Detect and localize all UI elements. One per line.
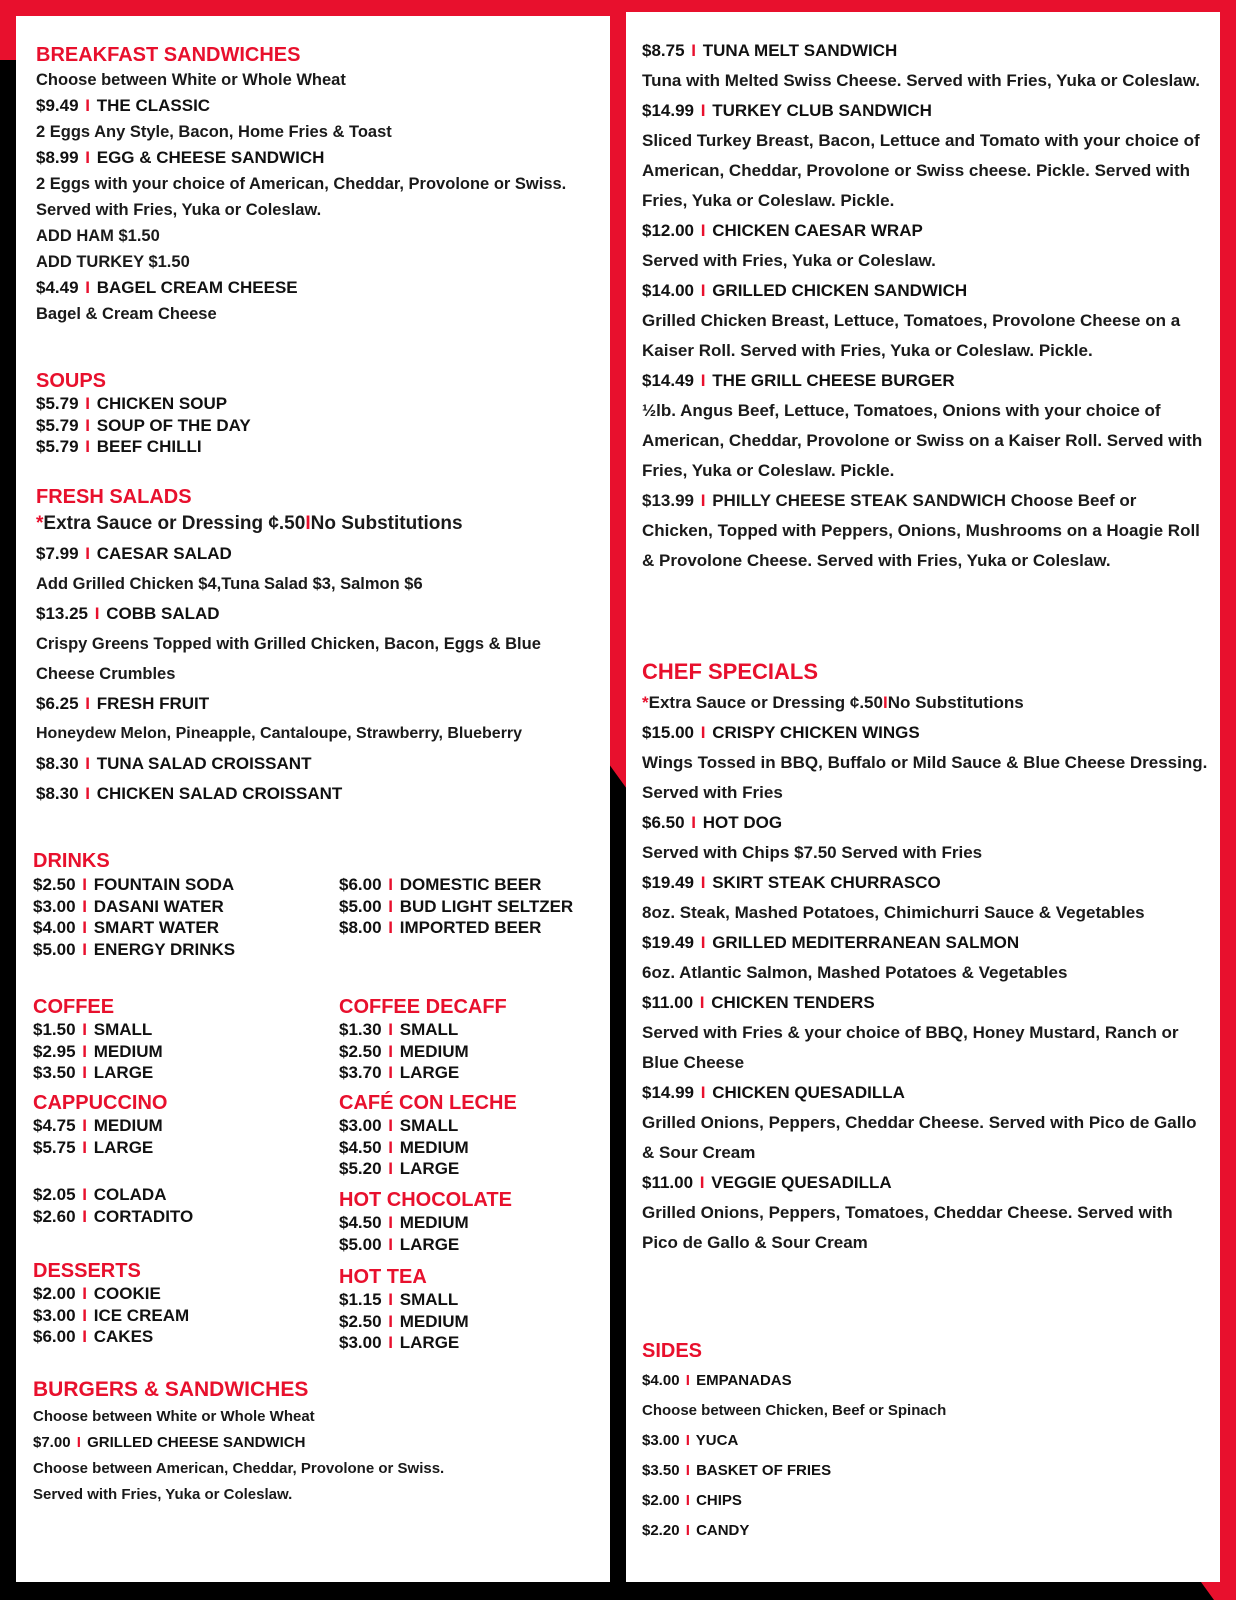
item-desc: Choose between American, Cheddar, Provolone or Swiss. [33, 1460, 445, 1477]
menu-item: $11.00 I CHICKEN TENDERS [642, 993, 875, 1012]
note: *Extra Sauce or Dressing ¢.50INo Substitutions [36, 513, 463, 534]
item-desc: 2 Eggs Any Style, Bacon, Home Fries & Toast [36, 123, 392, 141]
section-title: DRINKS [33, 850, 110, 872]
section-title: BREAKFAST SANDWICHES [36, 44, 301, 66]
sides-section [642, 1336, 1208, 1546]
hot-chocolate-section [339, 1189, 599, 1255]
section-title: COFFEE [33, 996, 115, 1018]
item-desc: Honeydew Melon, Pineapple, Cantaloupe, Strawberry, Blueberry [36, 725, 523, 742]
menu-item: $3.00 I ICE CREAM [33, 1305, 190, 1325]
menu-item: $7.99 I CAESAR SALAD [36, 544, 232, 563]
item-desc: 6oz. Atlantic Salmon, Mashed Potatoes & Vegetables [642, 963, 1068, 982]
menu-item: $4.50 I MEDIUM [339, 1213, 469, 1232]
item-desc: 8oz. Steak, Mashed Potatoes, Chimichurri Sauce & Vegetables [642, 903, 1145, 922]
menu-item: $2.50 I MEDIUM [339, 1311, 469, 1331]
breakfast-section [36, 44, 596, 327]
desserts-section [33, 1260, 313, 1348]
item-desc: Grilled Onions, Peppers, Tomatoes, Cheddar Cheese. Served with Pico de Gallo & Sour Cream [642, 1203, 1173, 1252]
menu-item: $5.00 I BUD LIGHT SELTZER [339, 896, 574, 916]
menu-item: $4.50 I MEDIUM [339, 1137, 469, 1157]
item-desc: Sliced Turkey Breast, Bacon, Lettuce and Tomato with your choice of American, Cheddar, Provolone or Swiss cheese. Pickle. Served with Fries, Yuka or Coleslaw. Pickle. [642, 131, 1200, 210]
section-title: SOUPS [36, 370, 107, 392]
menu-item: $2.95 I MEDIUM [33, 1041, 163, 1061]
note: *Extra Sauce or Dressing ¢.50INo Substitutions [642, 693, 1024, 712]
section-title: HOT TEA [339, 1266, 427, 1288]
menu-item: $5.79 I BEEF CHILLI [36, 437, 202, 456]
addon: ADD TURKEY $1.50 [36, 253, 190, 271]
menu-item: $5.79 I SOUP OF THE DAY [36, 415, 251, 435]
menu-item: $4.00 I SMART WATER [33, 918, 220, 937]
section-title: COFFEE DECAFF [339, 996, 507, 1018]
decaf-section [339, 996, 599, 1084]
menu-item: $3.00 I YUCA [642, 1432, 739, 1449]
note: Choose between White or Whole Wheat [36, 71, 346, 89]
section-title: BURGERS & SANDWICHES [33, 1378, 309, 1401]
menu-item: $13.25 I COBB SALAD [36, 604, 220, 623]
sandwiches-section [642, 36, 1208, 576]
menu-item: $2.00 I CHIPS [642, 1492, 742, 1509]
item-desc: Served with Fries, Yuka or Coleslaw. [33, 1486, 293, 1503]
item-desc: 2 Eggs with your choice of American, Cheddar, Provolone or Swiss. Served with Fries, Yuka or Coleslaw. [36, 175, 567, 219]
section-title: SIDES [642, 1340, 703, 1362]
item-desc: Wings Tossed in BBQ, Buffalo or Mild Sauce & Blue Cheese Dressing. Served with Fries [642, 753, 1208, 802]
menu-item: $8.75 I TUNA MELT SANDWICH [642, 41, 898, 60]
menu-item: $9.49 I THE CLASSIC [36, 96, 211, 115]
menu-item: $8.30 I CHICKEN SALAD CROISSANT [36, 784, 343, 803]
section-title: HOT CHOCOLATE [339, 1189, 512, 1211]
item-desc: Bagel & Cream Cheese [36, 305, 217, 323]
menu-item: $7.00 I GRILLED CHEESE SANDWICH [33, 1434, 306, 1451]
section-title: CAFÉ CON LECHE [339, 1092, 517, 1114]
item-desc: Choose between Chicken, Beef or Spinach [642, 1402, 947, 1419]
soups-section [36, 370, 596, 458]
section-title: CHEF SPECIALS [642, 659, 819, 684]
section-title: FRESH SALADS [36, 486, 192, 508]
chef-specials-section [642, 656, 1208, 1258]
menu-item: $1.50 I SMALL [33, 1020, 153, 1039]
menu-item: $6.00 I DOMESTIC BEER [339, 875, 542, 894]
menu-item: $15.00 I CRISPY CHICKEN WINGS [642, 723, 920, 742]
right-menu-panel [626, 12, 1220, 1582]
left-menu-panel [16, 16, 610, 1582]
item-desc: Grilled Chicken Breast, Lettuce, Tomatoes, Provolone Cheese on a Kaiser Roll. Served with Fries, Yuka or Coleslaw. Pickle. [642, 311, 1181, 360]
menu-item: $2.60 I CORTADITO [33, 1206, 194, 1226]
addon: ADD HAM $1.50 [36, 227, 160, 245]
menu-item: $3.50 I BASKET OF FRIES [642, 1462, 832, 1479]
cappuccino-section [33, 1092, 313, 1158]
menu-item: $3.50 I LARGE [33, 1063, 154, 1082]
con-leche-section [339, 1092, 599, 1180]
burgers-section [33, 1376, 593, 1508]
menu-item: $5.75 I LARGE [33, 1137, 154, 1157]
menu-item: $14.99 I CHICKEN QUESADILLA [642, 1083, 905, 1102]
item-desc: Grilled Onions, Peppers, Cheddar Cheese. Served with Pico de Gallo & Sour Cream [642, 1113, 1197, 1162]
menu-item: $2.50 I FOUNTAIN SODA [33, 875, 235, 894]
menu-item: $5.20 I LARGE [339, 1159, 460, 1178]
item-desc: Served with Chips $7.50 Served with Fries [642, 843, 983, 862]
menu-item: $5.79 I CHICKEN SOUP [36, 394, 228, 413]
menu-item: $12.00 I CHICKEN CAESAR WRAP [642, 221, 923, 240]
menu-item: $4.49 I BAGEL CREAM CHEESE [36, 278, 298, 297]
menu-item: $8.99 I EGG & CHEESE SANDWICH [36, 148, 325, 167]
menu-item: $3.00 I DASANI WATER [33, 896, 224, 916]
menu-item: $6.00 I CAKES [33, 1327, 154, 1346]
menu-item: $6.50 I HOT DOG [642, 813, 783, 832]
menu-item: $14.49 I THE GRILL CHEESE BURGER [642, 371, 955, 390]
menu-item: $4.00 I EMPANADAS [642, 1372, 792, 1389]
menu-item: $8.00 I IMPORTED BEER [339, 918, 542, 937]
item-desc: Served with Fries, Yuka or Coleslaw. [642, 251, 936, 270]
philly-item: $13.99 I PHILLY CHEESE STEAK SANDWICH Choose Beef or Chicken, Topped with Peppers, Onions, Mushrooms on a Hoagie Roll & Provolone Cheese. Served with Fries, Yuka or Coleslaw. [642, 491, 1200, 570]
menu-item: $2.20 I CANDY [642, 1522, 750, 1539]
menu-item: $3.00 I SMALL [339, 1116, 459, 1135]
menu-item: $2.00 I COOKIE [33, 1284, 161, 1303]
section-title: CAPPUCCINO [33, 1092, 168, 1114]
menu-item: $3.70 I LARGE [339, 1063, 460, 1082]
menu-item: $19.49 I SKIRT STEAK CHURRASCO [642, 873, 941, 892]
menu-item: $14.00 I GRILLED CHICKEN SANDWICH [642, 281, 968, 300]
menu-item: $6.25 I FRESH FRUIT [36, 694, 210, 713]
coffee-section [33, 996, 313, 1084]
menu-item: $19.49 I GRILLED MEDITERRANEAN SALMON [642, 933, 1020, 952]
menu-item: $2.05 I COLADA [33, 1185, 167, 1204]
item-desc: Crispy Greens Topped with Grilled Chicken, Bacon, Eggs & Blue Cheese Crumbles [36, 635, 541, 683]
item-desc: ½lb. Angus Beef, Lettuce, Tomatoes, Onions with your choice of American, Cheddar, Provolone or Swiss on a Kaiser Roll. Served with Fries, Yuka or Coleslaw. Pickle. [642, 401, 1203, 480]
menu-item: $5.00 I ENERGY DRINKS [33, 939, 236, 959]
drinks-col-1 [33, 874, 235, 960]
item-desc: Tuna with Melted Swiss Cheese. Served with Fries, Yuka or Coleslaw. [642, 71, 1201, 90]
menu-item: $5.00 I LARGE [339, 1234, 460, 1254]
menu-item: $1.30 I SMALL [339, 1020, 459, 1039]
drinks-col-2 [339, 874, 573, 939]
menu-item: $14.99 I TURKEY CLUB SANDWICH [642, 101, 932, 120]
section-title: DESSERTS [33, 1260, 141, 1282]
item-desc: Add Grilled Chicken $4,Tuna Salad $3, Salmon $6 [36, 575, 423, 593]
menu-item: $1.15 I SMALL [339, 1290, 459, 1309]
menu-item: $8.30 I TUNA SALAD CROISSANT [36, 754, 312, 773]
hot-tea-section [339, 1266, 599, 1354]
item-desc: Served with Fries & your choice of BBQ, Honey Mustard, Ranch or Blue Cheese [642, 1023, 1179, 1072]
colada-section [33, 1184, 313, 1227]
note: Choose between White or Whole Wheat [33, 1408, 315, 1425]
menu-item: $11.00 I VEGGIE QUESADILLA [642, 1173, 892, 1192]
salads-section [36, 486, 596, 809]
menu-item: $3.00 I LARGE [339, 1333, 460, 1352]
menu-item: $4.75 I MEDIUM [33, 1116, 163, 1135]
menu-item: $2.50 I MEDIUM [339, 1041, 469, 1061]
drinks-section [33, 850, 593, 959]
